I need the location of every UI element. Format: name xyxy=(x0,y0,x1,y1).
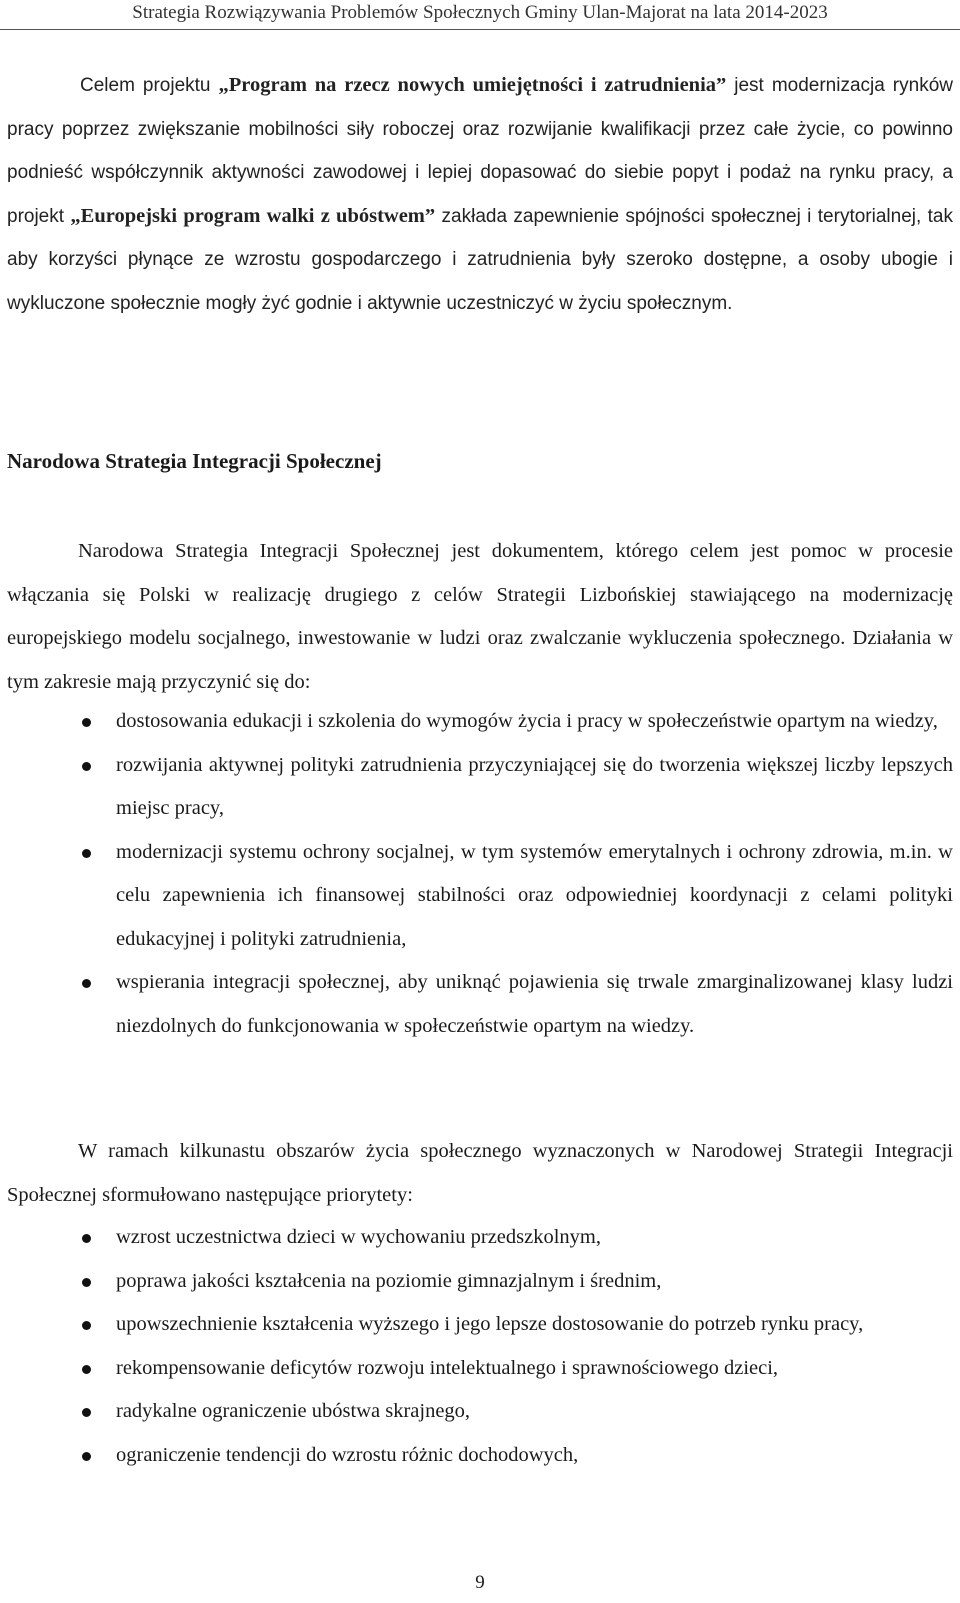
intro-text-3: zakłada zapewnienie spójności społecznej i terytorialnej, tak aby korzyści płynące ze wzrostu gospodarczego i zatrudnienia były szeroko dostępne, a osoby ubogie i wykluczone społecznie mogły żyć godnie i aktywnie uczestniczyć w życiu społecznym. xyxy=(7,205,953,314)
strategy-paragraph: Narodowa Strategia Integracji Społecznej jest dokumentem, którego celem jest pomoc w procesie włączania się Polski w realizację drugiego z celów Strategii Lizbońskiej stawiającego na modernizację europejskiego modelu socjalnego, inwestowanie w ludzi oraz zwalczanie wykluczenia społecznego. Działania w tym zakresie mają przyczynić się do: xyxy=(7,540,953,693)
list-item xyxy=(7,1347,953,1391)
running-header: Strategia Rozwiązywania Problemów Społecznych Gminy Ulan-Majorat na lata 2014-2023 xyxy=(132,2,828,23)
bullet-icon xyxy=(82,1321,91,1330)
section-heading: Narodowa Strategia Integracji Społecznej xyxy=(7,449,382,473)
list-item-text: radykalne ograniczenie ubóstwa skrajnego, xyxy=(116,1400,471,1422)
list-item xyxy=(7,1434,953,1478)
bullet-icon xyxy=(82,1365,91,1374)
program-title-2: „Europejski program walki z ubóstwem” xyxy=(70,204,436,227)
list-item xyxy=(7,1303,953,1347)
header-divider xyxy=(0,29,960,30)
bullet-icon xyxy=(82,1278,91,1287)
program-title-1: „Program na rzecz nowych umiejętności i zatrudnienia” xyxy=(218,74,727,96)
list-item-text: dostosowania edukacji i szkolenia do wymogów życia i pracy w społeczeństwie opartym na wiedzy, xyxy=(116,710,938,732)
list-item-text: rekompensowanie deficytów rozwoju intelektualnego i sprawnościowego dzieci, xyxy=(116,1356,779,1379)
list-item xyxy=(7,744,953,831)
intro-text-1: Celem projektu xyxy=(80,75,219,96)
list-item xyxy=(7,1216,953,1260)
list-item xyxy=(7,1260,953,1304)
list-item-text: wzrost uczestnictwa dzieci w wychowaniu przedszkolnym, xyxy=(116,1226,602,1248)
priorities-list xyxy=(7,1216,953,1477)
list-item xyxy=(7,1390,953,1434)
list-item-text: ograniczenie tendencji do wzrostu różnic dochodowych, xyxy=(116,1443,579,1466)
bullet-icon xyxy=(82,718,91,727)
bullet-icon xyxy=(82,762,91,771)
list-item xyxy=(7,961,953,1048)
list-item xyxy=(7,700,953,744)
actions-list xyxy=(7,700,953,1048)
list-item-text: wspierania integracji społecznej, aby uniknąć pojawienia się trwale zmarginalizowanej klasy ludzi niezdolnych do funkcjonowania w społeczeństwie opartym na wiedzy. xyxy=(116,971,953,1037)
list-item-text: modernizacji systemu ochrony socjalnej, w tym systemów emerytalnych i ochrony zdrowia, m.in. w celu zapewnienia ich finansowej stabilności oraz odpowiedniej koordynacji z celami polityki edukacyjnej i polityki zatrudnienia, xyxy=(116,840,953,950)
bullet-icon xyxy=(82,979,91,988)
list-item-text: upowszechnienie kształcenia wyższego i jego lepsze dostosowanie do potrzeb rynku pracy, xyxy=(116,1313,864,1335)
list-item-text: rozwijania aktywnej polityki zatrudnienia przyczyniającej się do tworzenia większej liczby lepszych miejsc pracy, xyxy=(116,753,953,819)
bullet-icon xyxy=(82,1408,91,1417)
bullet-icon xyxy=(82,1234,91,1243)
intro-paragraph xyxy=(7,64,953,325)
bullet-icon xyxy=(82,849,91,858)
list-item-text: poprawa jakości kształcenia na poziomie gimnazjalnym i średnim, xyxy=(116,1269,662,1292)
bullet-icon xyxy=(82,1452,91,1461)
intro-text-2: jest modernizacja rynków pracy poprzez zwiększanie mobilności siły roboczej oraz rozwijanie kwalifikacji przez całe życie, co powinno podnieść współczynnik aktywności zawodowej i lepiej dopasować do siebie popyt i podaż na rynku pracy, a projekt xyxy=(7,75,953,227)
page-number: 9 xyxy=(475,1572,485,1593)
list-item xyxy=(7,831,953,962)
priorities-paragraph: W ramach kilkunastu obszarów życia społecznego wyznaczonych w Narodowej Strategii Integracji Społecznej sformułowano następujące priorytety: xyxy=(7,1140,953,1206)
